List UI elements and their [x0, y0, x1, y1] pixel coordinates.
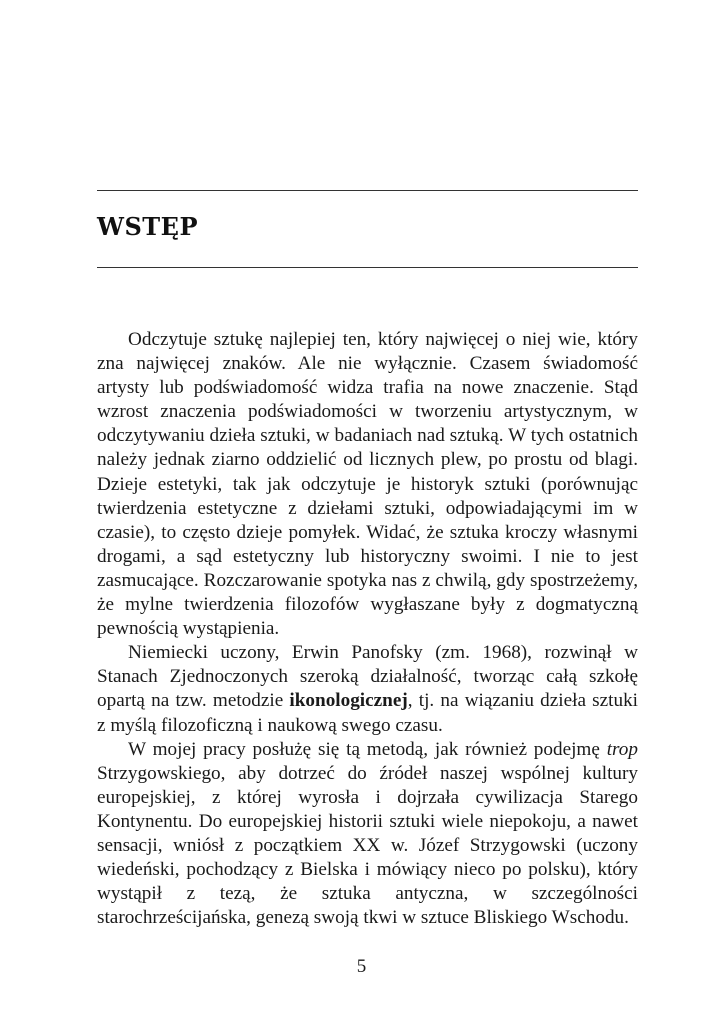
paragraph-2-text-before: Niemiecki uczony, Erwin Panofsky (zm. 1968), rozwinął w Stanach Zjednoczonych szeroką działalność, tworząc całą szkołę opartą na tzw. metodzie [97, 642, 638, 712]
paragraph-1 [97, 328, 638, 641]
paragraph-3 [97, 738, 638, 931]
paragraph-1-text: Odczytuje sztukę najlepiej ten, który najwięcej o niej wie, który zna najwięcej znaków. Ale nie wyłącznie. Czasem świadomość artysty lub podświadomość widza trafia na nowe znaczenie. Stąd wzrost znaczenia podświadomości w tworzeniu artystycznym, w odczytywaniu dzieła sztuki, w badaniach nad sztuką. W tych ostatnich należy jednak ziarno oddzielić od licznych plew, po prostu od blagi. Dzieje estetyki, tak jak odczytuje je historyk sztuki (porównując twierdzenia estetyczne z dziełami sztuki, odpowiadającymi im w czasie), to często dzieje pomyłek. Widać, że sztuka kroczy własnymi drogami, a sąd estetyczny lub historyczny swoimi. I nie to jest zasmucające. Rozczarowanie spotyka nas z chwilą, gdy spostrzeżemy, że mylne twierdzenia filozofów wygłaszane były z dogmatyczną pewnością wystąpienia. [97, 329, 638, 640]
paragraph-2-text-after: , tj. na wiązaniu dzieła sztuki z myślą filozoficzną i naukową swego czasu. [97, 690, 638, 736]
page-number: 5 [356, 956, 367, 977]
bottom-rule [97, 267, 638, 268]
top-rule [97, 190, 638, 191]
chapter-title: WSTĘP [97, 212, 198, 241]
body-text [97, 328, 638, 930]
paragraph-3-text-after: Strzygowskiego, aby dotrzeć do źródeł naszej wspólnej kultury europejskiej, z której wyrosła i dojrzała cywilizacja Starego Kontynentu. Do europejskiej historii sztuki wiele niepokoju, a nawet sensacji, wniósł z początkiem XX w. Józef Strzygowski (uczony wiedeński, pochodzący z Bielska i mówiący nieco po polsku), który wystąpił z tezą, że sztuka antyczna, w szczególności starochrześcijańska, genezą swoją tkwi w sztuce Bliskiego Wschodu. [97, 762, 638, 929]
paragraph-2-bold-term: ikonologicznej [289, 690, 408, 712]
paragraph-3-text-before: W mojej pracy posłużę się tą metodą, jak również podejmę [128, 738, 607, 760]
paragraph-3-italic-term: trop [606, 738, 638, 760]
paragraph-2 [97, 641, 638, 737]
